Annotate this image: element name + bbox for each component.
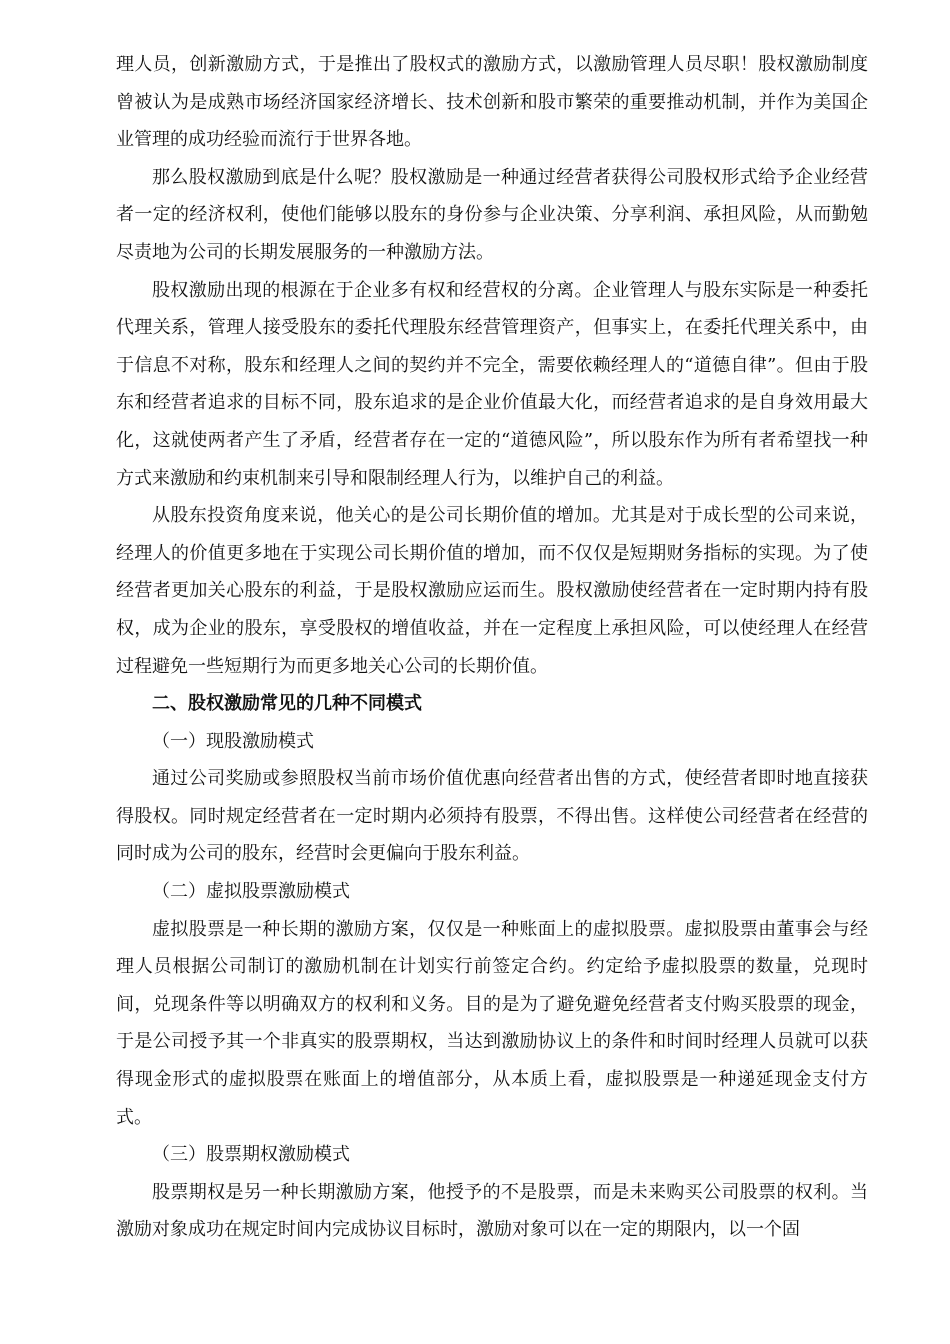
paragraph-current-stock: 通过公司奖励或参照股权当前市场价值优惠向经营者出售的方式，使经营者即时地直接获得股权。同时规定经营者在一定时期内必须持有股票，不得出售。这样使公司经营者在经营的同时成为公司的股东，经营时会更偏向于股东利益。	[116, 768, 868, 865]
section-heading-models: 二、股权激励常见的几种不同模式	[152, 693, 422, 715]
paragraph-definition: 那么股权激励到底是什么呢？股权激励是一种通过经营者获得公司股权形式给予企业经营者一定的经济权利，使他们能够以股东的身份参与企业决策、分享利润、承担风险，从而勤勉尽责地为公司的长期发展服务的一种激励方法。	[116, 166, 868, 263]
paragraph-stock-options: 股票期权是另一种长期激励方案，他授予的不是股票，而是未来购买公司股票的权利。当激励对象成功在规定时间内完成协议目标时，激励对象可以在一定的期限内，以一个固	[116, 1181, 868, 1241]
paragraph-shareholder-view: 从股东投资角度来说，他关心的是公司长期价值的增加。尤其是对于成长型的公司来说，经理人的价值更多地在于实现公司长期价值的增加，而不仅仅是短期财务指标的实现。为了使经营者更加关心股东的利益，于是股权激励应运而生。股权激励使经营者在一定时期内持有股权，成为企业的股东，享受股权的增值收益，并在一定程度上承担风险，可以使经理人在经营过程避免一些短期行为而更多地关心公司的长期价值。	[116, 505, 868, 677]
document-body	[116, 46, 868, 1249]
subheading-virtual-stock: （二）虚拟股票激励模式	[152, 881, 350, 903]
paragraph-intro-continued: 理人员，创新激励方式，于是推出了股权式的激励方式，以激励管理人员尽职！股权激励制度曾被认为是成熟市场经济国家经济增长、技术创新和股市繁荣的重要推动机制，并作为美国企业管理的成功经验而流行于世界各地。	[116, 54, 868, 151]
subheading-current-stock: （一）现股激励模式	[152, 730, 314, 752]
subheading-stock-options: （三）股票期权激励模式	[152, 1144, 350, 1166]
paragraph-virtual-stock: 虚拟股票是一种长期的激励方案，仅仅是一种账面上的虚拟股票。虚拟股票由董事会与经理人员根据公司制订的激励机制在计划实行前签定合约。约定给予虚拟股票的数量，兑现时间，兑现条件等以明确双方的权利和义务。目的是为了避免避免经营者支付购买股票的现金，于是公司授予其一个非真实的股票期权，当达到激励协议上的条件和时间时经理人员就可以获得现金形式的虚拟股票在账面上的增值部分，从本质上看，虚拟股票是一种递延现金支付方式。	[116, 918, 868, 1128]
paragraph-origin: 股权激励出现的根源在于企业多有权和经营权的分离。企业管理人与股东实际是一种委托代理关系，管理人接受股东的委托代理股东经营管理资产，但事实上，在委托代理关系中，由于信息不对称，股东和经理人之间的契约并不完全，需要依赖经理人的“道德自律”。但由于股东和经营者追求的目标不同，股东追求的是企业价值最大化，而经营者追求的是自身效用最大化，这就使两者产生了矛盾，经营者存在一定的“道德风险”，所以股东作为所有者希望找一种方式来激励和约束机制来引导和限制经理人行为，以维护自己的利益。	[116, 279, 868, 489]
